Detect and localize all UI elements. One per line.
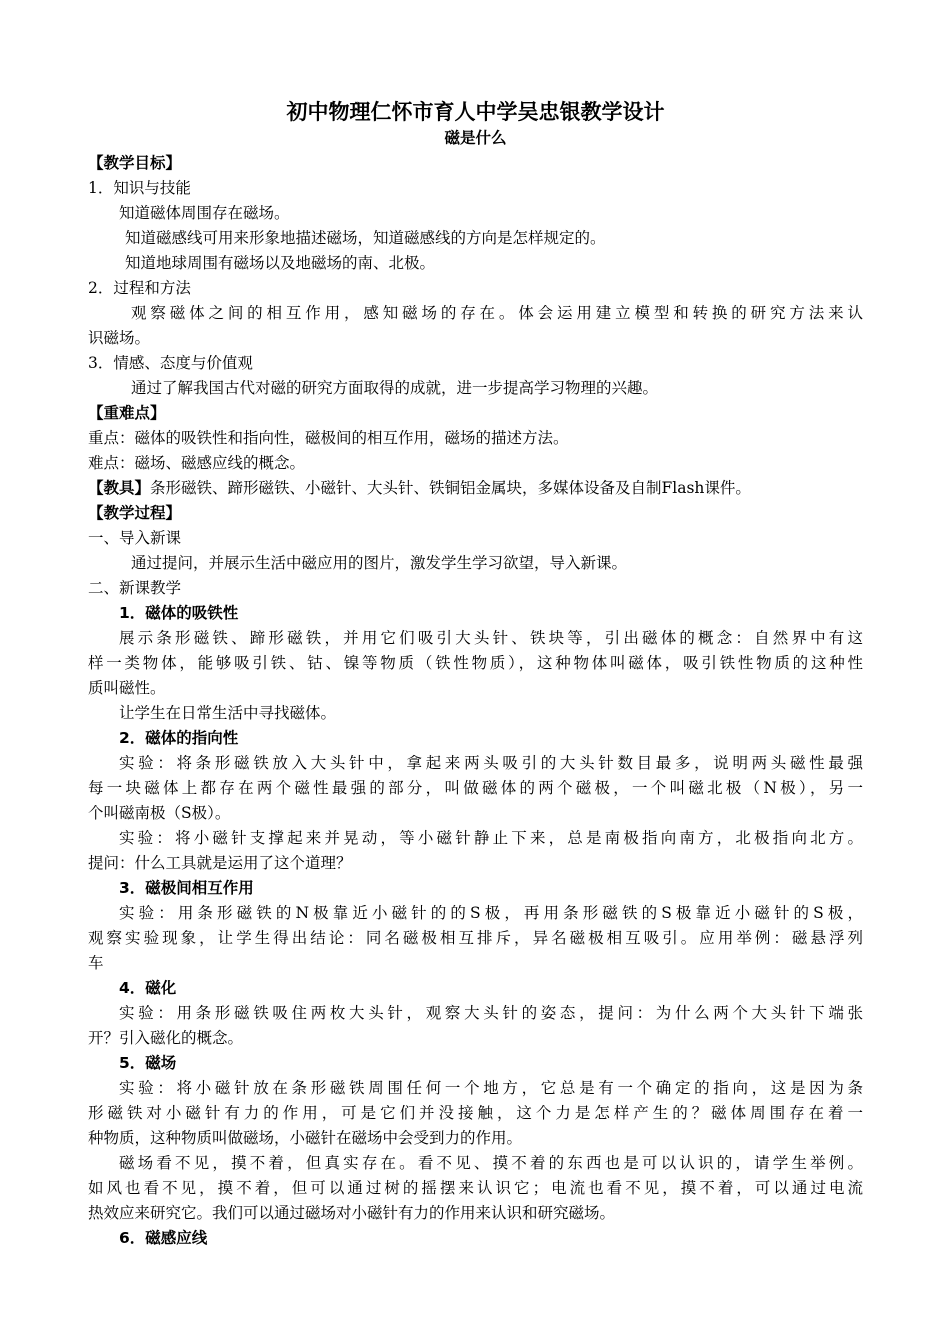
paragraph-line: 提问：什么工具就是运用了这个道理？ xyxy=(88,854,352,872)
document-page xyxy=(88,98,863,1251)
paragraph-line: 观察磁体之间的相互作用，感知磁场的存在。体会运用建立模型和转换的研究方法来认 xyxy=(131,304,863,322)
paragraph-line: 样一类物体，能够吸引铁、钴、镍等物质（铁性物质），这种物体叫磁体，吸引铁性物质的这种性 xyxy=(88,654,863,672)
paragraph-line: 观察实验现象，让学生得出结论：同名磁极相互排斥，异名磁极相互吸引。应用举例：磁悬浮列 xyxy=(88,929,863,947)
paragraph-line: 质叫磁性。 xyxy=(88,679,166,697)
paragraph-line: 车 xyxy=(88,954,104,972)
section-heading: 【教具】 xyxy=(88,479,151,497)
topic-heading: 2．磁体的指向性 xyxy=(119,729,239,747)
subsection-heading: 一、导入新课 xyxy=(88,529,182,547)
topic-heading: 6．磁感应线 xyxy=(119,1229,208,1247)
paragraph-line: 实验：将小磁针支撑起来并晃动，等小磁针静止下来，总是南极指向南方，北极指向北方。 xyxy=(119,829,863,847)
subsection-heading: 3．情感、态度与价值观 xyxy=(88,354,253,372)
paragraph-line: 种物质，这种物质叫做磁场，小磁针在磁场中会受到力的作用。 xyxy=(88,1129,523,1147)
paragraph-line: 难点：磁场、磁感应线的概念。 xyxy=(88,454,306,472)
paragraph-line: 实验：将条形磁铁放入大头针中，拿起来两头吸引的大头针数目最多，说明两头磁性最强 xyxy=(119,754,863,772)
paragraph-line: 知道地球周围有磁场以及地磁场的南、北极。 xyxy=(125,254,436,272)
paragraph-line: 通过了解我国古代对磁的研究方面取得的成就，进一步提高学习物理的兴趣。 xyxy=(131,379,659,397)
paragraph-line: 通过提问，并展示生活中磁应用的图片，激发学生学习欲望，导入新课。 xyxy=(131,554,628,572)
section-heading: 【重难点】 xyxy=(88,404,166,422)
topic-heading: 4．磁化 xyxy=(119,979,177,997)
paragraph-line: 展示条形磁铁、蹄形磁铁，并用它们吸引大头针、铁块等，引出磁体的概念：自然界中有这 xyxy=(119,629,863,647)
paragraph-line: 识磁场。 xyxy=(88,329,151,347)
paragraph-line: 知道磁感线可用来形象地描述磁场，知道磁感线的方向是怎样规定的。 xyxy=(125,229,606,247)
document-title: 初中物理仁怀市育人中学吴忠银教学设计 xyxy=(286,100,665,124)
paragraph-line: 磁场看不见，摸不着，但真实存在。看不见、摸不着的东西也是可以认识的，请学生举例。 xyxy=(119,1154,863,1172)
topic-heading: 5．磁场 xyxy=(119,1054,177,1072)
section-heading: 【教学过程】 xyxy=(88,504,182,522)
section-heading: 【教学目标】 xyxy=(88,154,182,172)
document-subtitle: 磁是什么 xyxy=(444,129,507,147)
subsection-heading: 2．过程和方法 xyxy=(88,279,191,297)
paragraph-line: 如风也看不见，摸不着，但可以通过树的摇摆来认识它；电流也看不见，摸不着，可以通过电流 xyxy=(88,1179,863,1197)
paragraph-line: 让学生在日常生活中寻找磁体。 xyxy=(119,704,337,722)
paragraph-line: 重点：磁体的吸铁性和指向性，磁极间的相互作用，磁场的描述方法。 xyxy=(88,429,569,447)
topic-heading: 1．磁体的吸铁性 xyxy=(119,604,239,622)
subsection-heading: 二、新课教学 xyxy=(88,579,182,597)
paragraph-line: 实验：将小磁针放在条形磁铁周围任何一个地方，它总是有一个确定的指向，这是因为条 xyxy=(119,1079,863,1097)
paragraph-line: 形磁铁对小磁针有力的作用，可是它们并没接触，这个力是怎样产生的？磁体周围存在着一 xyxy=(88,1104,863,1122)
paragraph-line: 个叫磁南极（S极）。 xyxy=(88,804,231,822)
paragraph-line: 热效应来研究它。我们可以通过磁场对小磁针有力的作用来认识和研究磁场。 xyxy=(88,1204,616,1222)
paragraph-line: 每一块磁体上都存在两个磁性最强的部分，叫做磁体的两个磁极，一个叫磁北极（N极），另一 xyxy=(88,779,863,797)
paragraph-text: 条形磁铁、蹄形磁铁、小磁针、大头针、铁铜铝金属块，多媒体设备及自制Flash课件。 xyxy=(150,479,751,497)
paragraph-line: 开？引入磁化的概念。 xyxy=(88,1029,244,1047)
topic-heading: 3．磁极间相互作用 xyxy=(119,879,254,897)
paragraph-line: 实验：用条形磁铁吸住两枚大头针，观察大头针的姿态，提问：为什么两个大头针下端张 xyxy=(119,1004,863,1022)
teaching-aids-line xyxy=(88,476,863,501)
subsection-heading: 1．知识与技能 xyxy=(88,179,191,197)
paragraph-line: 知道磁体周围存在磁场。 xyxy=(119,204,290,222)
paragraph-line: 实验：用条形磁铁的N极靠近小磁针的的S极，再用条形磁铁的S极靠近小磁针的S极， xyxy=(119,904,863,922)
